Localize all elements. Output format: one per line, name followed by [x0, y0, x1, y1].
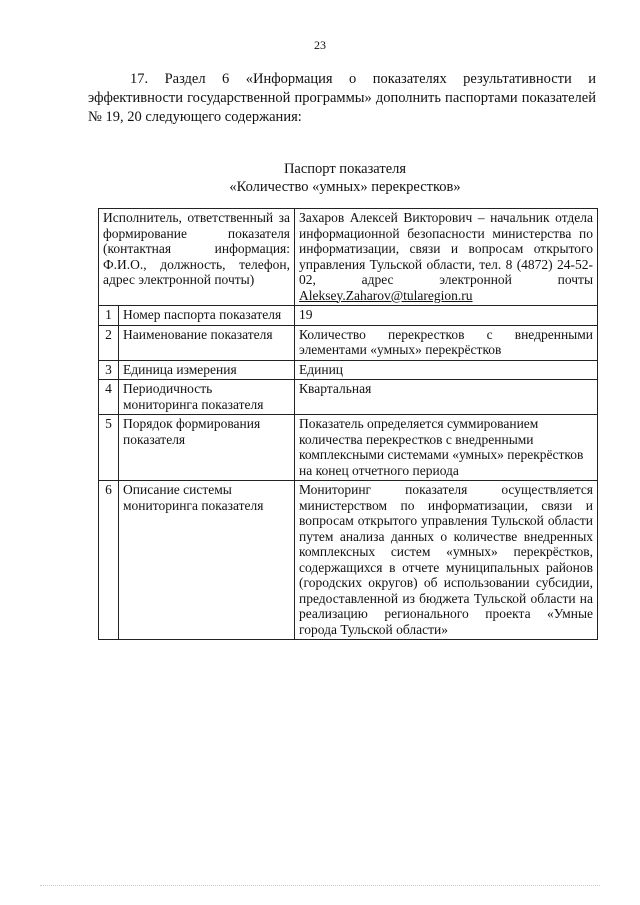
row-value: Мониторинг показателя осуществляется министерством по информатизации, связи и вопросам открытого управления Тульской области путем анализа данных о количестве внедренных комплексных систем «умных» перекрёстков, содержащихся в отчете муниципальных районов (городских округов) об использовании субсидии, предоставленной из бюджета Тульской области на реализацию регионального проекта «Умные города Тульской области»	[295, 481, 598, 640]
row-number: 6	[99, 481, 119, 640]
row-label: Периодичность мониторинга показателя	[119, 380, 295, 415]
executor-label: Исполнитель, ответственный за формирование показателя (контактная информация: Ф.И.О., должность, телефон, адрес электронной почты)	[99, 209, 295, 306]
row-value: Квартальная	[295, 380, 598, 415]
passport-subtitle: «Количество «умных» перекрестков»	[229, 179, 461, 195]
executor-contact: Захаров Алексей Викторович – начальник отдела информационной безопасности министерства по информатизации, связи и вопросам открытого управления Тульской области, тел. 8 (4872) 24-52-02, адрес электронной почты	[299, 210, 594, 287]
row-value: 19	[295, 306, 598, 326]
row-value: Количество перекрестков с внедренными элементами «умных» перекрёстков	[295, 325, 598, 360]
table-row-executor	[99, 209, 598, 306]
row-number: 1	[99, 306, 119, 326]
intro-paragraph	[88, 70, 596, 127]
row-number: 5	[99, 415, 119, 481]
row-label: Единица измерения	[119, 360, 295, 380]
row-number: 2	[99, 325, 119, 360]
row-value: Единиц	[295, 360, 598, 380]
indicator-passport-table	[98, 208, 598, 640]
row-label: Номер паспорта показателя	[119, 306, 295, 326]
row-label: Наименование показателя	[119, 325, 295, 360]
page-number: 23	[314, 38, 326, 52]
row-label: Порядок формирования показателя	[119, 415, 295, 481]
row-value: Показатель определяется суммированием количества перекрестков с внедренными комплексными системами «умных» перекрёстков на конец отчетного периода	[295, 415, 598, 481]
table-row	[99, 481, 598, 640]
row-number: 3	[99, 360, 119, 380]
executor-email[interactable]: Aleksey.Zaharov@tularegion.ru	[299, 287, 473, 303]
passport-title: Паспорт показателя	[283, 161, 407, 177]
passport-heading	[0, 160, 640, 196]
executor-value	[295, 209, 598, 306]
table-row	[99, 360, 598, 380]
scan-artifact-line	[40, 885, 600, 886]
table-row	[99, 325, 598, 360]
table-row	[99, 306, 598, 326]
row-label: Описание системы мониторинга показателя	[119, 481, 295, 640]
table-row	[99, 415, 598, 481]
table-row	[99, 380, 598, 415]
row-number: 4	[99, 380, 119, 415]
intro-text: 17. Раздел 6 «Информация о показателях результативности и эффективности государственной программы» дополнить паспортами показателей № 19, 20 следующего содержания:	[88, 71, 596, 125]
